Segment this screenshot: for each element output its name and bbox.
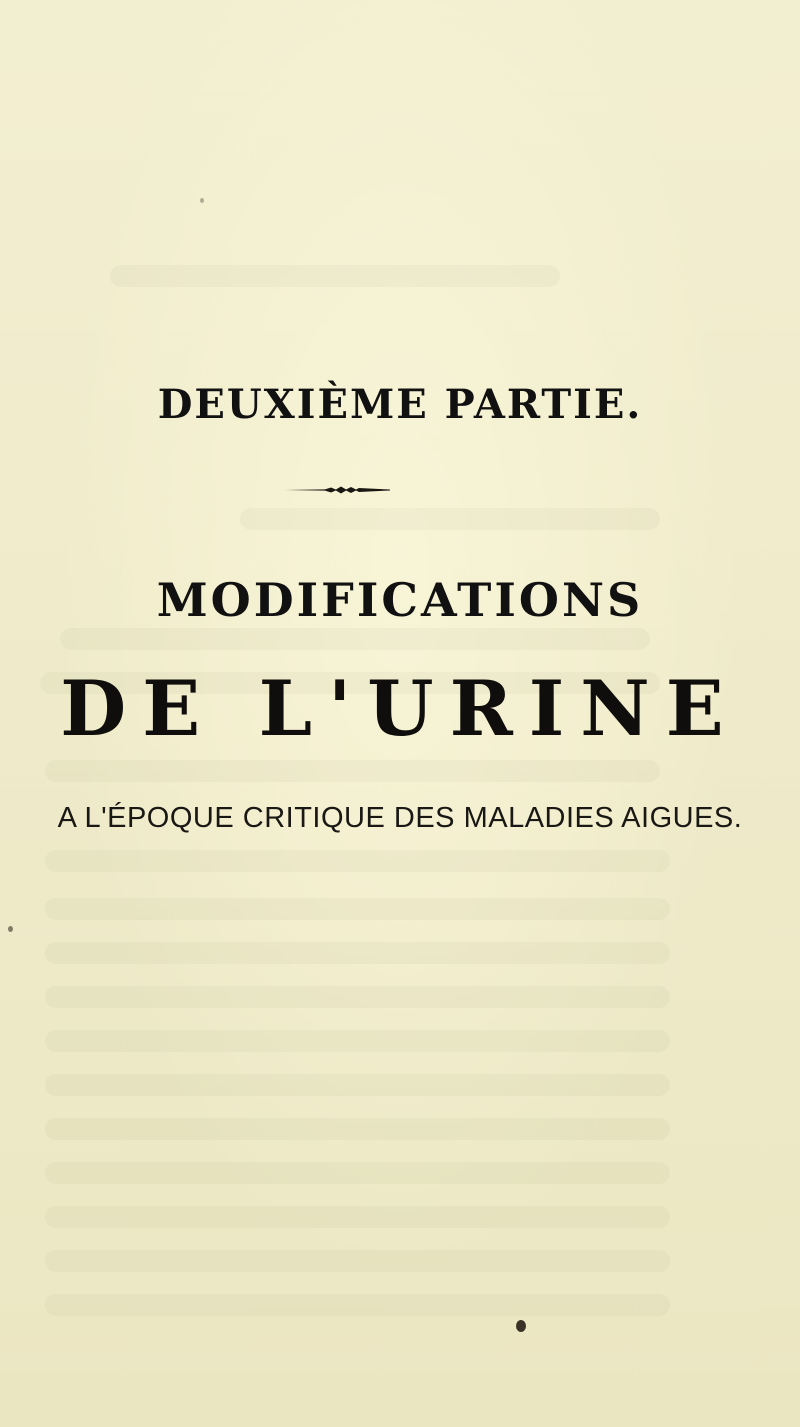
- subtitle: A L'ÉPOQUE CRITIQUE DES MALADIES AIGUES.: [57, 802, 743, 834]
- title-line-2: DE L'URINE: [60, 664, 740, 753]
- part-heading: DEUXIÈME PARTIE.: [157, 381, 643, 428]
- ornament-rule-icon: [285, 483, 390, 497]
- ink-speck: [200, 198, 204, 203]
- ink-speck: [516, 1320, 526, 1332]
- ink-speck: [8, 926, 13, 932]
- title-line-1: MODIFICATIONS: [156, 573, 644, 627]
